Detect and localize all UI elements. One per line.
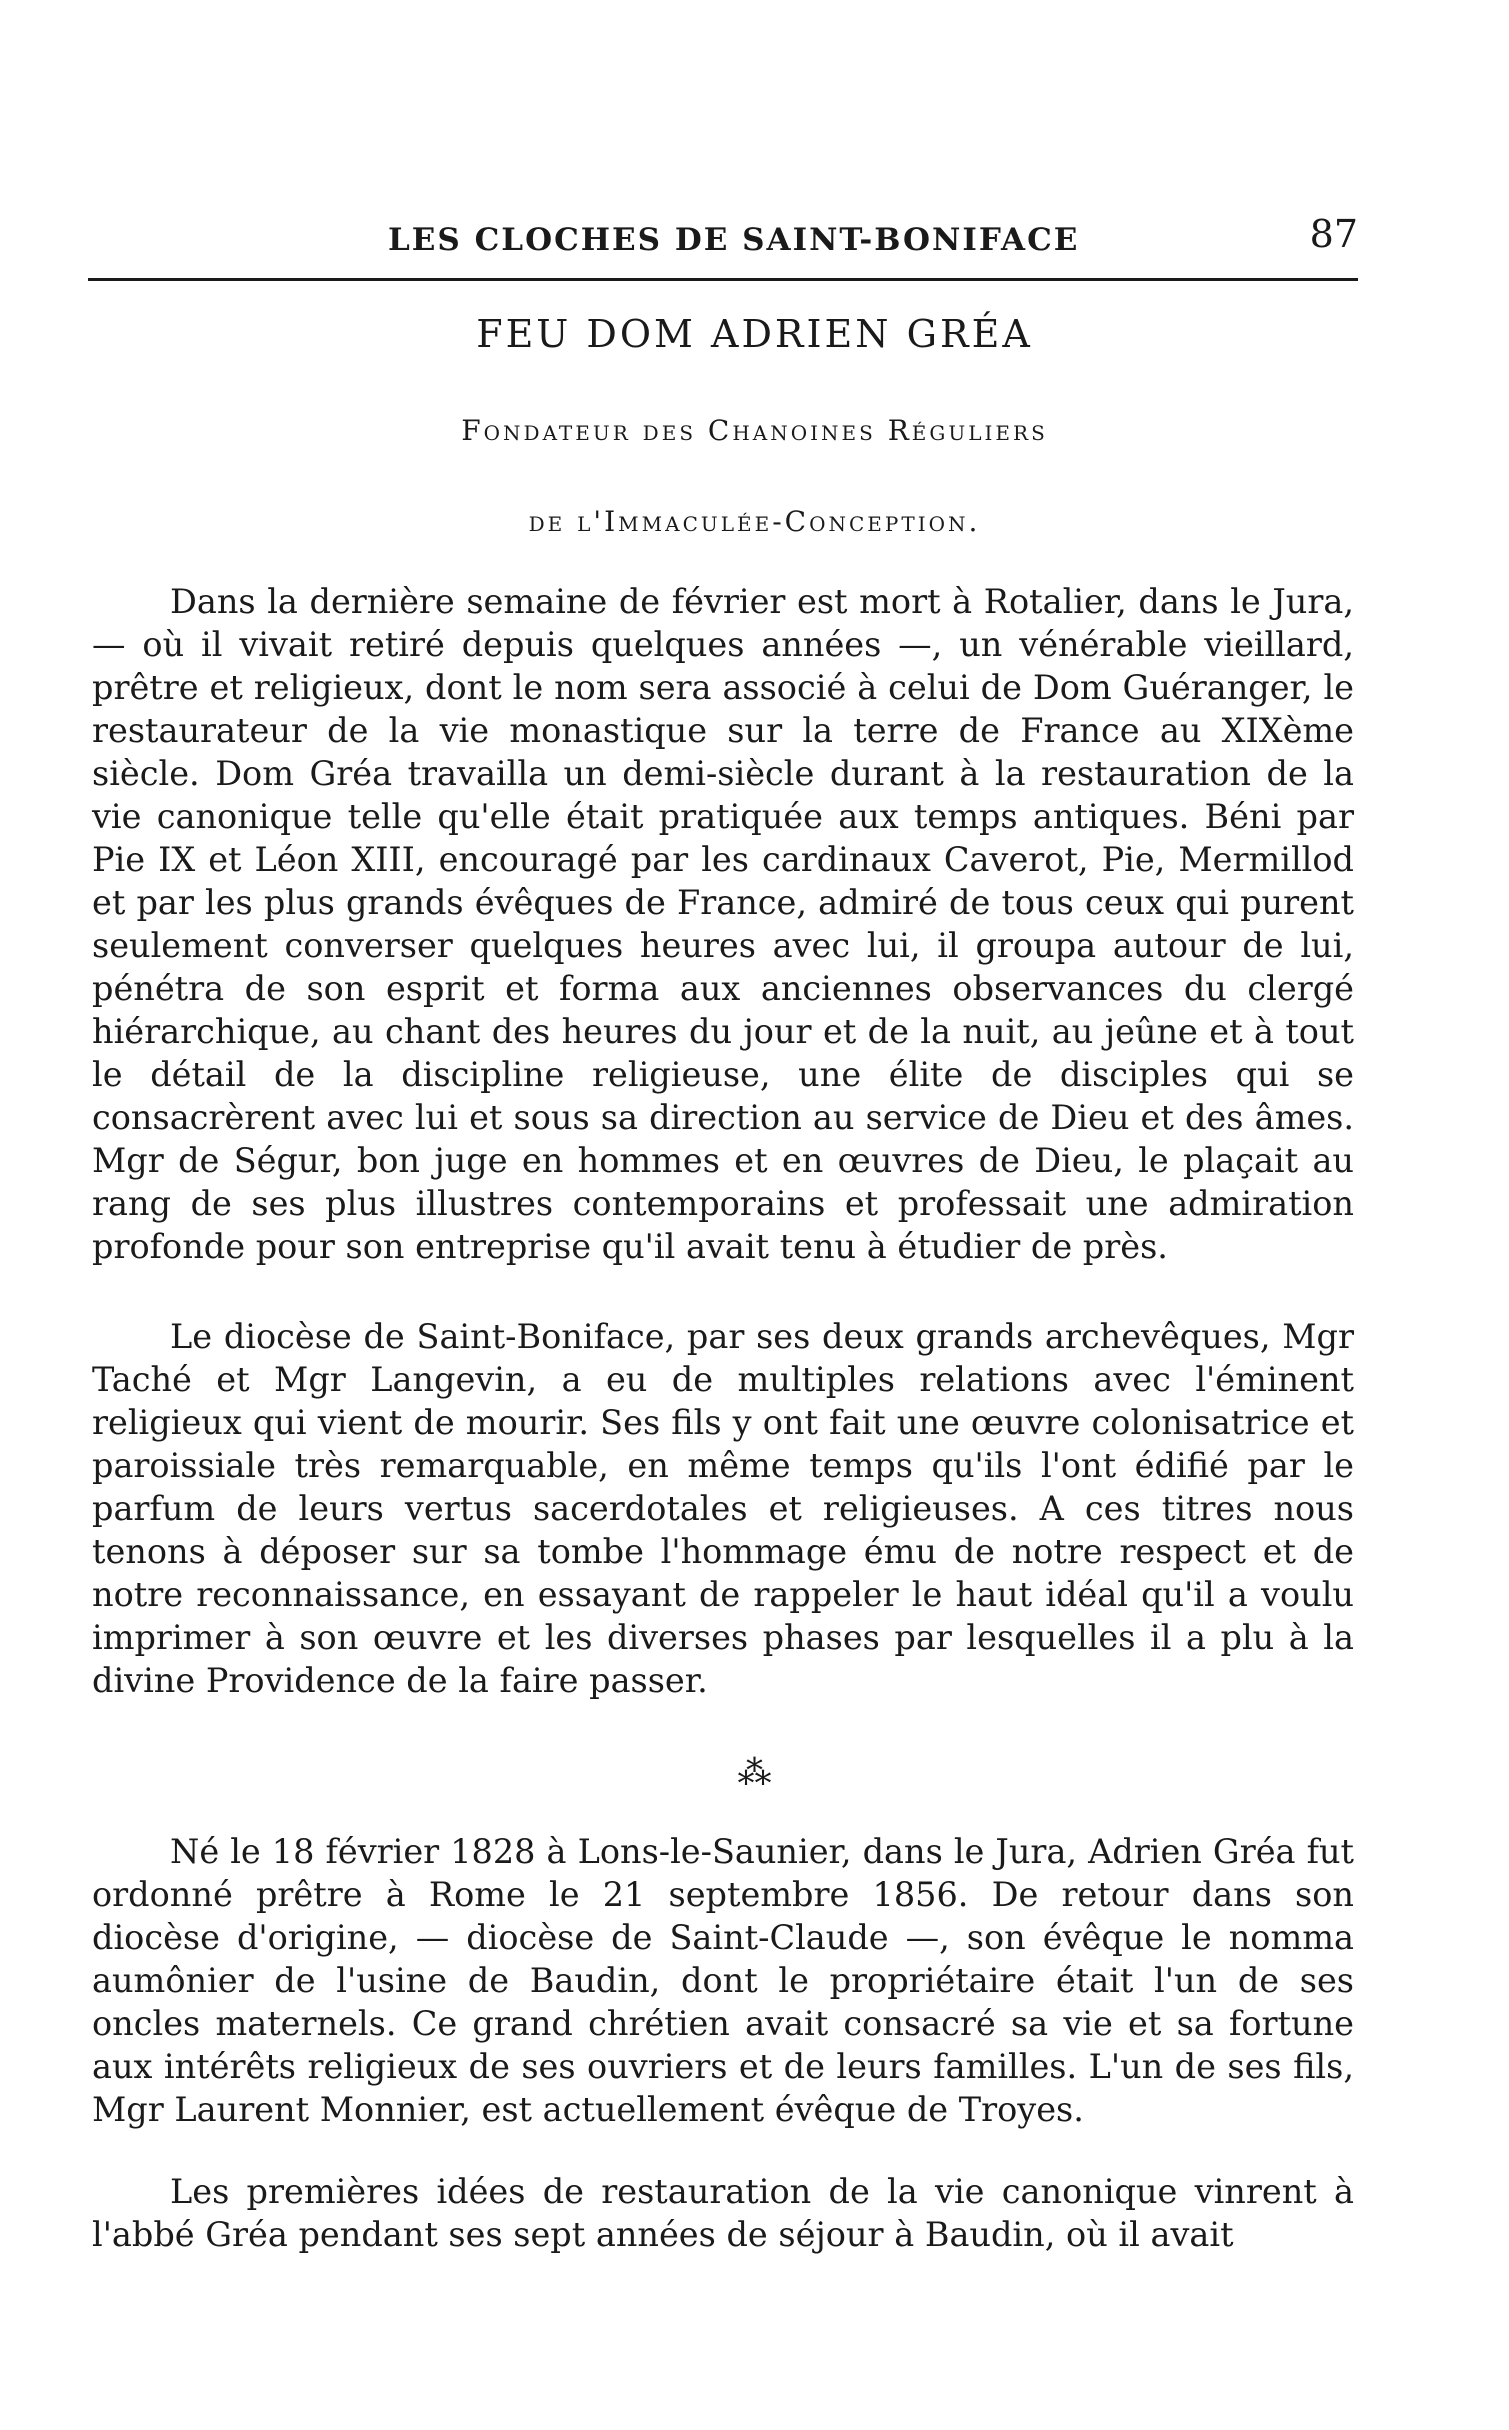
page-number: 87	[1309, 212, 1358, 256]
paragraph-4	[92, 2170, 1354, 2256]
header-rule	[88, 278, 1358, 281]
paragraph-text: Né le 18 février 1828 à Lons-le-Saunier, dans le Jura, Adrien Gréa fut ordonné prêtre à Rome le 21 septembre 1856. De retour dans son diocèse d'origine, — diocèse de Saint-Claude —, son évêque le nomma aumônier de l'usine de Baudin, dont le propriétaire était l'un de ses oncles maternels. Ce grand chrétien avait consacré sa vie et sa fortune aux intérêts religieux de ses ouvriers et de leurs familles. L'un de ses fils, Mgr Laurent Monnier, est actuellement évêque de Troyes.	[92, 1832, 1354, 2129]
paragraph-text: Le diocèse de Saint-Boniface, par ses deux grands archevêques, Mgr Taché et Mgr Langevin, a eu de multiples relations avec l'éminent religieux qui vient de mourir. Ses fils y ont fait une œuvre colonisatrice et paroissiale très remarquable, en même temps qu'ils l'ont édifié par le parfum de leurs vertus sacerdotales et religieuses. A ces titres nous tenons à déposer sur sa tombe l'hommage ému de notre respect et de notre reconnaissance, en essayant de rappeler le haut idéal qu'il a voulu imprimer à son œuvre et les diverses phases par lesquelles il a plu à la divine Providence de la faire passer.	[92, 1317, 1354, 1700]
article-title: FEU DOM ADRIEN GRÉA	[476, 312, 1033, 356]
article-subtitle-line1: Fondateur des Chanoines Réguliers	[461, 414, 1048, 447]
running-header	[88, 212, 1358, 272]
paragraph-1	[92, 580, 1354, 1268]
paragraph-2	[92, 1315, 1354, 1702]
paragraph-text: Les premières idées de restauration de la vie canonique vinrent à l'abbé Gréa pendant ses sept années de séjour à Baudin, où il avait	[92, 2172, 1354, 2254]
paragraph-3	[92, 1830, 1354, 2131]
article-subtitle-line2: de l'Immaculée-Conception.	[528, 505, 981, 538]
section-separator: ⁂	[737, 1753, 772, 1793]
running-title: LES CLOCHES DE SAINT-BONIFACE	[388, 222, 1080, 258]
paragraph-text: Dans la dernière semaine de février est mort à Rotalier, dans le Jura, — où il vivait retiré depuis quelques années —, un vénérable vieillard, prêtre et religieux, dont le nom sera associé à celui de Dom Guéranger, le restaurateur de la vie monastique sur la terre de France au XIXème siècle. Dom Gréa travailla un demi-siècle durant à la restauration de la vie canonique telle qu'elle était pratiquée aux temps antiques. Béni par Pie IX et Léon XIII, encouragé par les cardinaux Caverot, Pie, Mermillod et par les plus grands évêques de France, admiré de tous ceux qui purent seulement converser quelques heures avec lui, il groupa autour de lui, pénétra de son esprit et forma aux anciennes observances du clergé hiérarchique, au chant des heures du jour et de la nuit, au jeûne et à tout le détail de la discipline religieuse, une élite de disciples qui se consacrèrent avec lui et sous sa direction au service de Dieu et des âmes. Mgr de Ségur, bon juge en hommes et en œuvres de Dieu, le plaçait au rang de ses plus illustres contemporains et professait une admiration profonde pour son entreprise qu'il avait tenu à étudier de près.	[92, 582, 1354, 1266]
